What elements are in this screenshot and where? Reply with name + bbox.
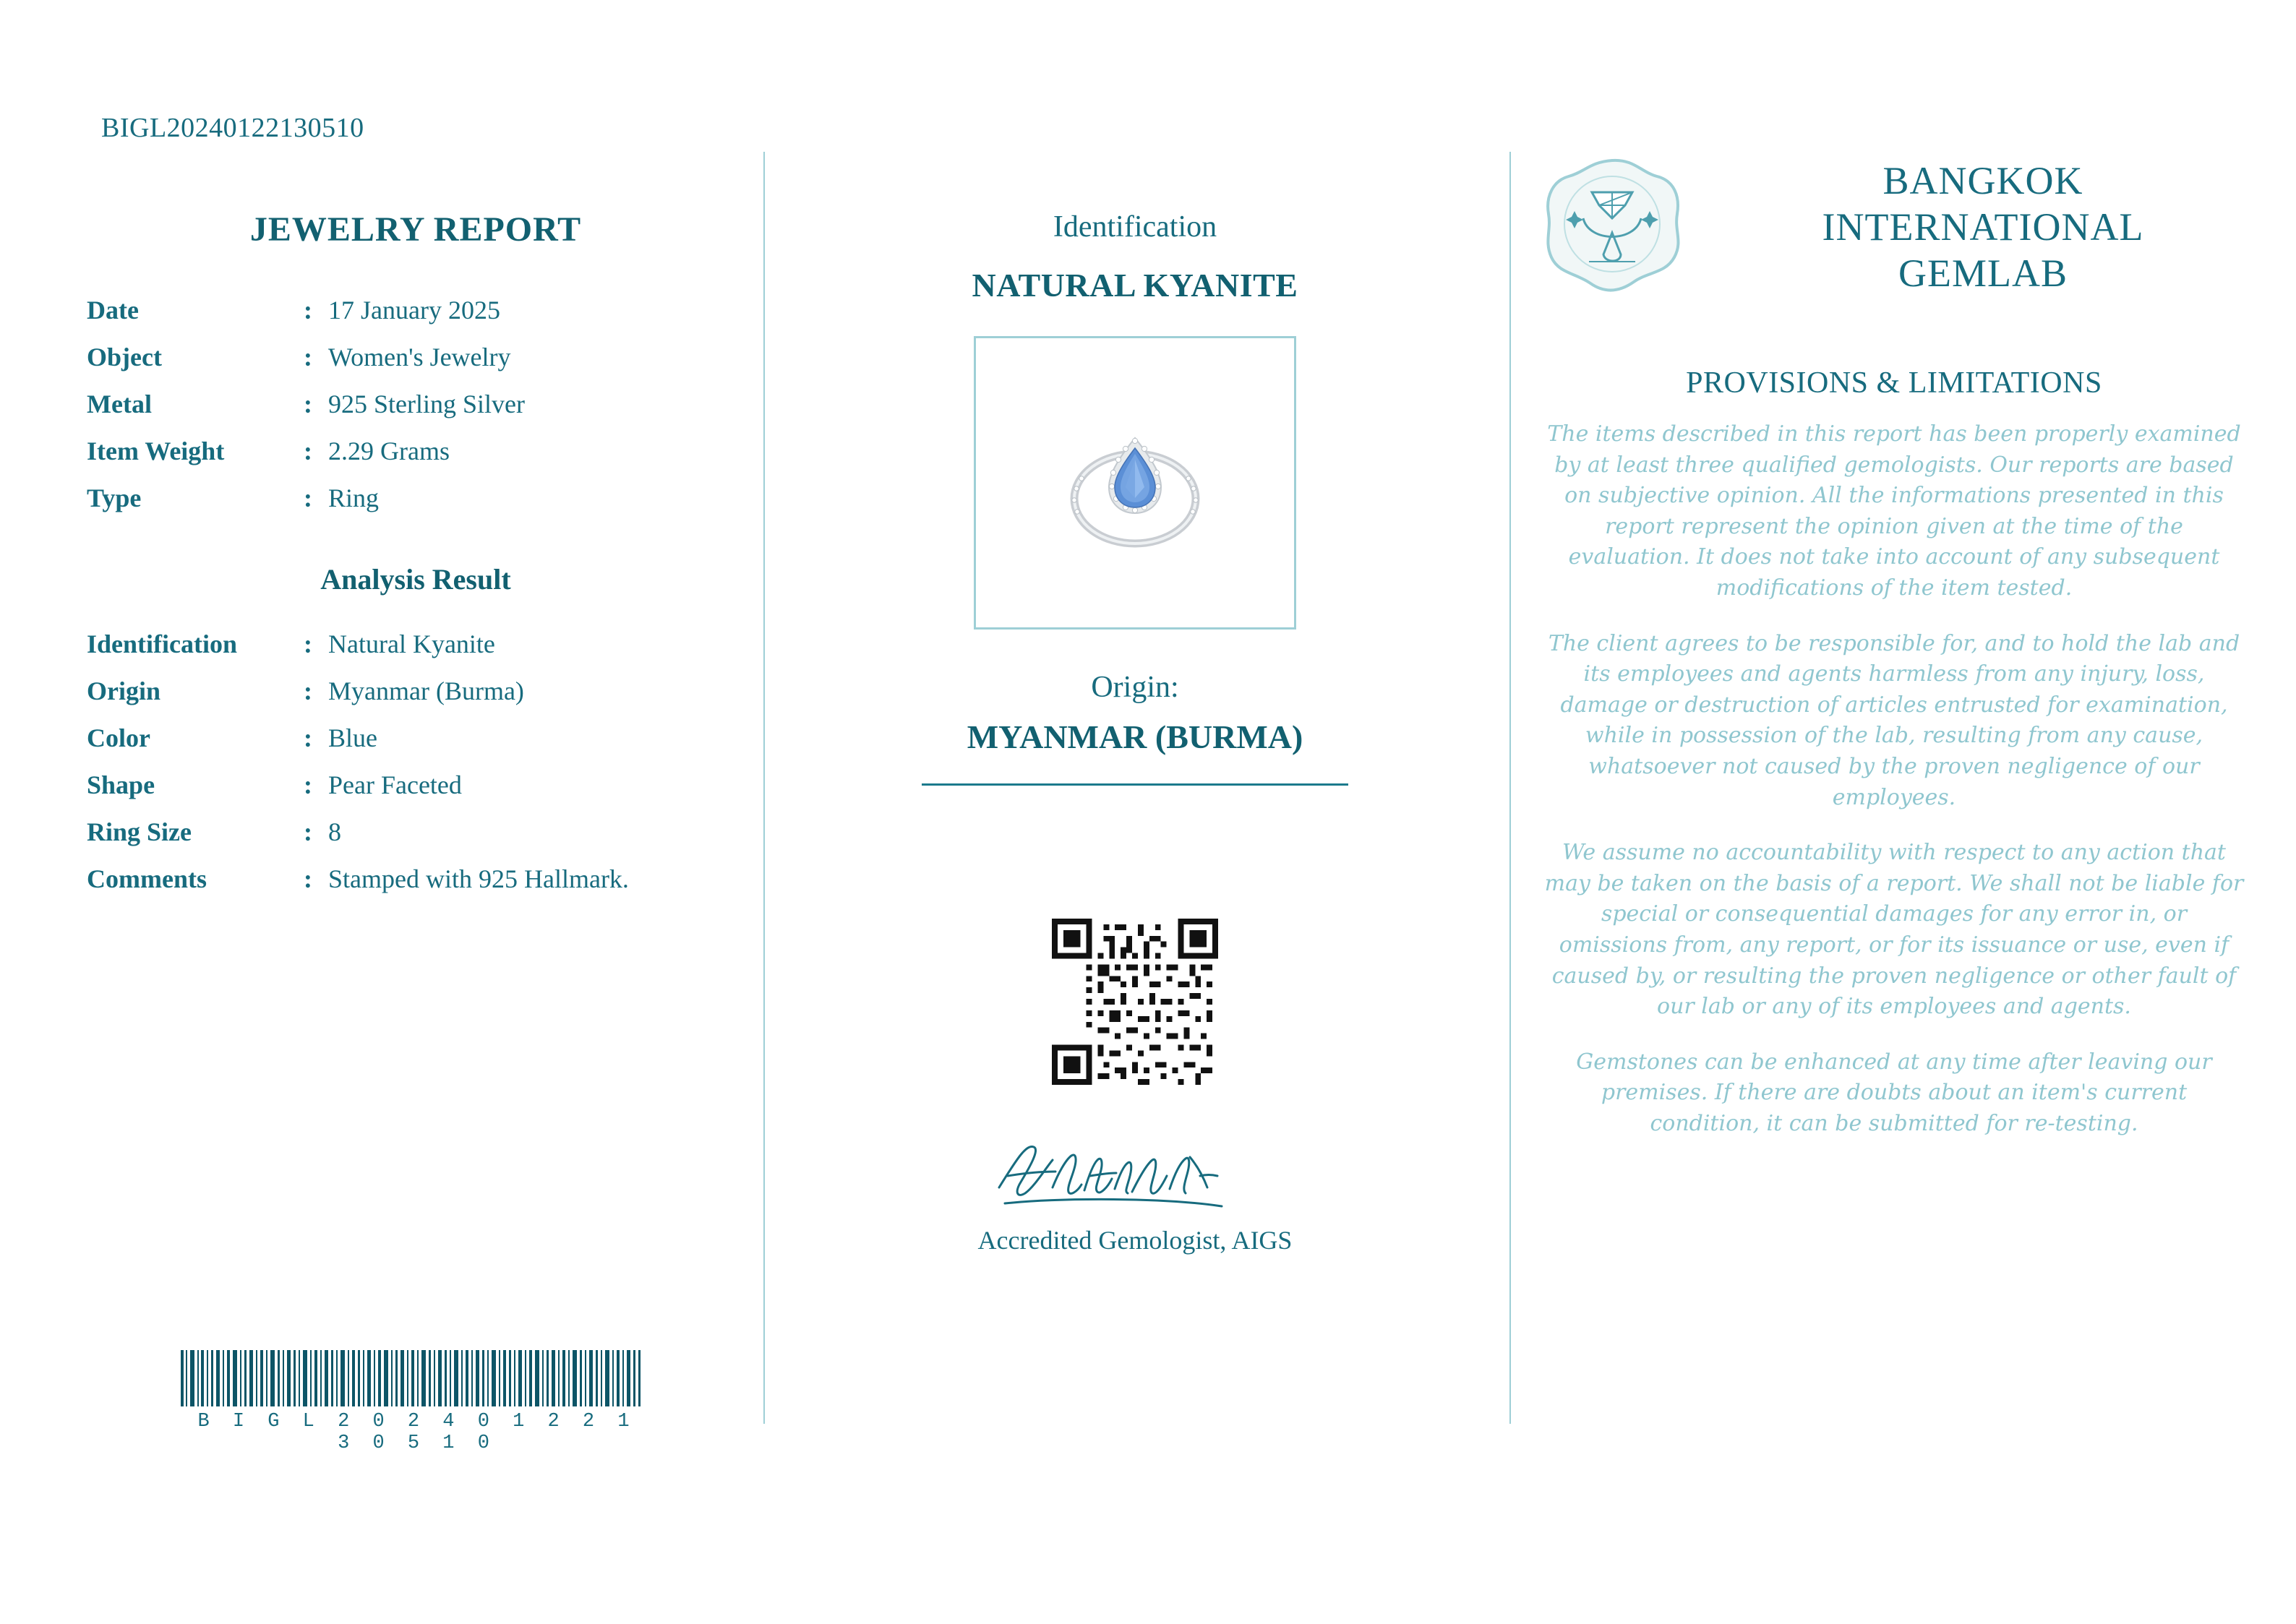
- table-row: [87, 668, 745, 715]
- detail-value: Women's Jewelry: [328, 343, 511, 371]
- analysis-value: Natural Kyanite: [328, 630, 495, 658]
- detail-colon: :: [304, 484, 312, 512]
- detail-colon: :: [304, 343, 312, 371]
- brand-line-2: INTERNATIONAL: [1822, 205, 2144, 249]
- analysis-key: Color: [87, 723, 150, 752]
- origin-value: MYANMAR (BURMA): [967, 718, 1303, 755]
- analysis-key: Ring Size: [87, 817, 192, 846]
- column-divider-left: [763, 152, 765, 1424]
- analysis-colon: :: [304, 723, 312, 752]
- detail-key: Type: [87, 484, 142, 512]
- identification-label: Identification: [1053, 210, 1217, 244]
- analysis-colon: :: [304, 630, 312, 658]
- signature-icon: [983, 1131, 1287, 1218]
- qr-code-icon[interactable]: [1052, 919, 1218, 1085]
- report-id: BIGL20240122130510: [101, 113, 364, 143]
- page-title: JEWELRY REPORT: [249, 210, 582, 249]
- analysis-value: Myanmar (Burma): [328, 676, 524, 705]
- detail-value: 2.29 Grams: [328, 437, 450, 465]
- analysis-colon: :: [304, 817, 312, 846]
- table-row: [87, 809, 745, 856]
- detail-value: 925 Sterling Silver: [328, 390, 525, 418]
- analysis-colon: :: [304, 676, 312, 705]
- analysis-key: Comments: [87, 864, 207, 893]
- analysis-value: Pear Faceted: [328, 770, 462, 799]
- barcode-number: B I G L 2 0 2 4 0 1 2 2 1 3 0 5 1 0: [197, 1411, 635, 1454]
- analysis-key: Shape: [87, 770, 155, 799]
- ring-photo: [1027, 403, 1243, 562]
- qr-code-block[interactable]: [788, 919, 1482, 1085]
- provisions-paragraph: Gemstones can be enhanced at any time after leaving our premises. If there are doubts about an item's current condition, it can be submitted for re-testing.: [1576, 1049, 2212, 1136]
- detail-key: Object: [87, 343, 162, 371]
- signature-caption: Accredited Gemologist, AIGS: [977, 1226, 1293, 1255]
- detail-colon: :: [304, 390, 312, 418]
- analysis-value: Stamped with 925 Hallmark.: [328, 864, 629, 893]
- brand-title: [1710, 158, 2256, 296]
- table-row: [87, 856, 745, 903]
- gemstone-photo-frame: [974, 336, 1296, 630]
- gem-logo-icon: [1533, 152, 1692, 304]
- origin-label: Origin:: [1091, 671, 1179, 704]
- analysis-key: Origin: [87, 676, 161, 705]
- analysis-result-title: Analysis Result: [320, 563, 511, 596]
- barcode-image: [179, 1350, 642, 1406]
- barcode-block: [179, 1350, 649, 1454]
- analysis-key: Identification: [87, 630, 238, 658]
- detail-key: Date: [87, 296, 139, 325]
- table-row: [87, 428, 745, 475]
- brand-line-1: BANGKOK: [1882, 159, 2083, 203]
- table-row: [87, 762, 745, 809]
- provisions-title: PROVISIONS & LIMITATIONS: [1686, 366, 2102, 400]
- divider: [922, 783, 1348, 786]
- detail-key: Metal: [87, 390, 152, 418]
- analysis-colon: :: [304, 770, 312, 799]
- analysis-value: 8: [328, 817, 341, 846]
- brand-header: [1533, 152, 2256, 304]
- table-row: [87, 621, 745, 668]
- analysis-value: Blue: [328, 723, 377, 752]
- column-divider-right: [1509, 152, 1511, 1424]
- table-row: [87, 381, 745, 428]
- brand-line-3: GEMLAB: [1898, 251, 2068, 295]
- analysis-table: [87, 621, 745, 903]
- detail-value: Ring: [328, 484, 380, 512]
- provisions-paragraph: The client agrees to be responsible for, and to hold the lab and its employees and agents harmless from any injury, loss, damage or destruction of articles entrusted for examination, while in possession of the lab, resulting from any cause, whatsoever not caused by the proven negligence of our employees.: [1548, 630, 2240, 810]
- details-table: [87, 287, 745, 522]
- provisions-paragraph: We assume no accountability with respect to any action that may be taken on the basis of a report. We shall not be liable for special or consequential damages for any error in, or omissions from, any report, or for its issuance or use, even if caused by, or resulting the proven negligence or other fault of our lab or any of its employees and agents.: [1544, 840, 2244, 1020]
- table-row: [87, 715, 745, 762]
- identification-value: NATURAL KYANITE: [972, 267, 1298, 304]
- analysis-colon: :: [304, 864, 312, 893]
- provisions-paragraph: The items described in this report has been properly examined by at least three qualified gemologists. Our reports are based on subjective opinion. All the informations presented in this report represent the opinion given at the time of the evaluation. It does not take into account of any subsequent modifications of the item tested.: [1547, 421, 2241, 601]
- table-row: [87, 334, 745, 381]
- table-row: [87, 287, 745, 334]
- detail-colon: :: [304, 437, 312, 465]
- center-column: [788, 210, 1482, 1255]
- detail-colon: :: [304, 296, 312, 325]
- table-row: [87, 475, 745, 522]
- left-column: [87, 210, 745, 903]
- detail-key: Item Weight: [87, 437, 225, 465]
- right-column: [1533, 152, 2256, 1164]
- detail-value: 17 January 2025: [328, 296, 500, 325]
- signature-block: [788, 1131, 1482, 1218]
